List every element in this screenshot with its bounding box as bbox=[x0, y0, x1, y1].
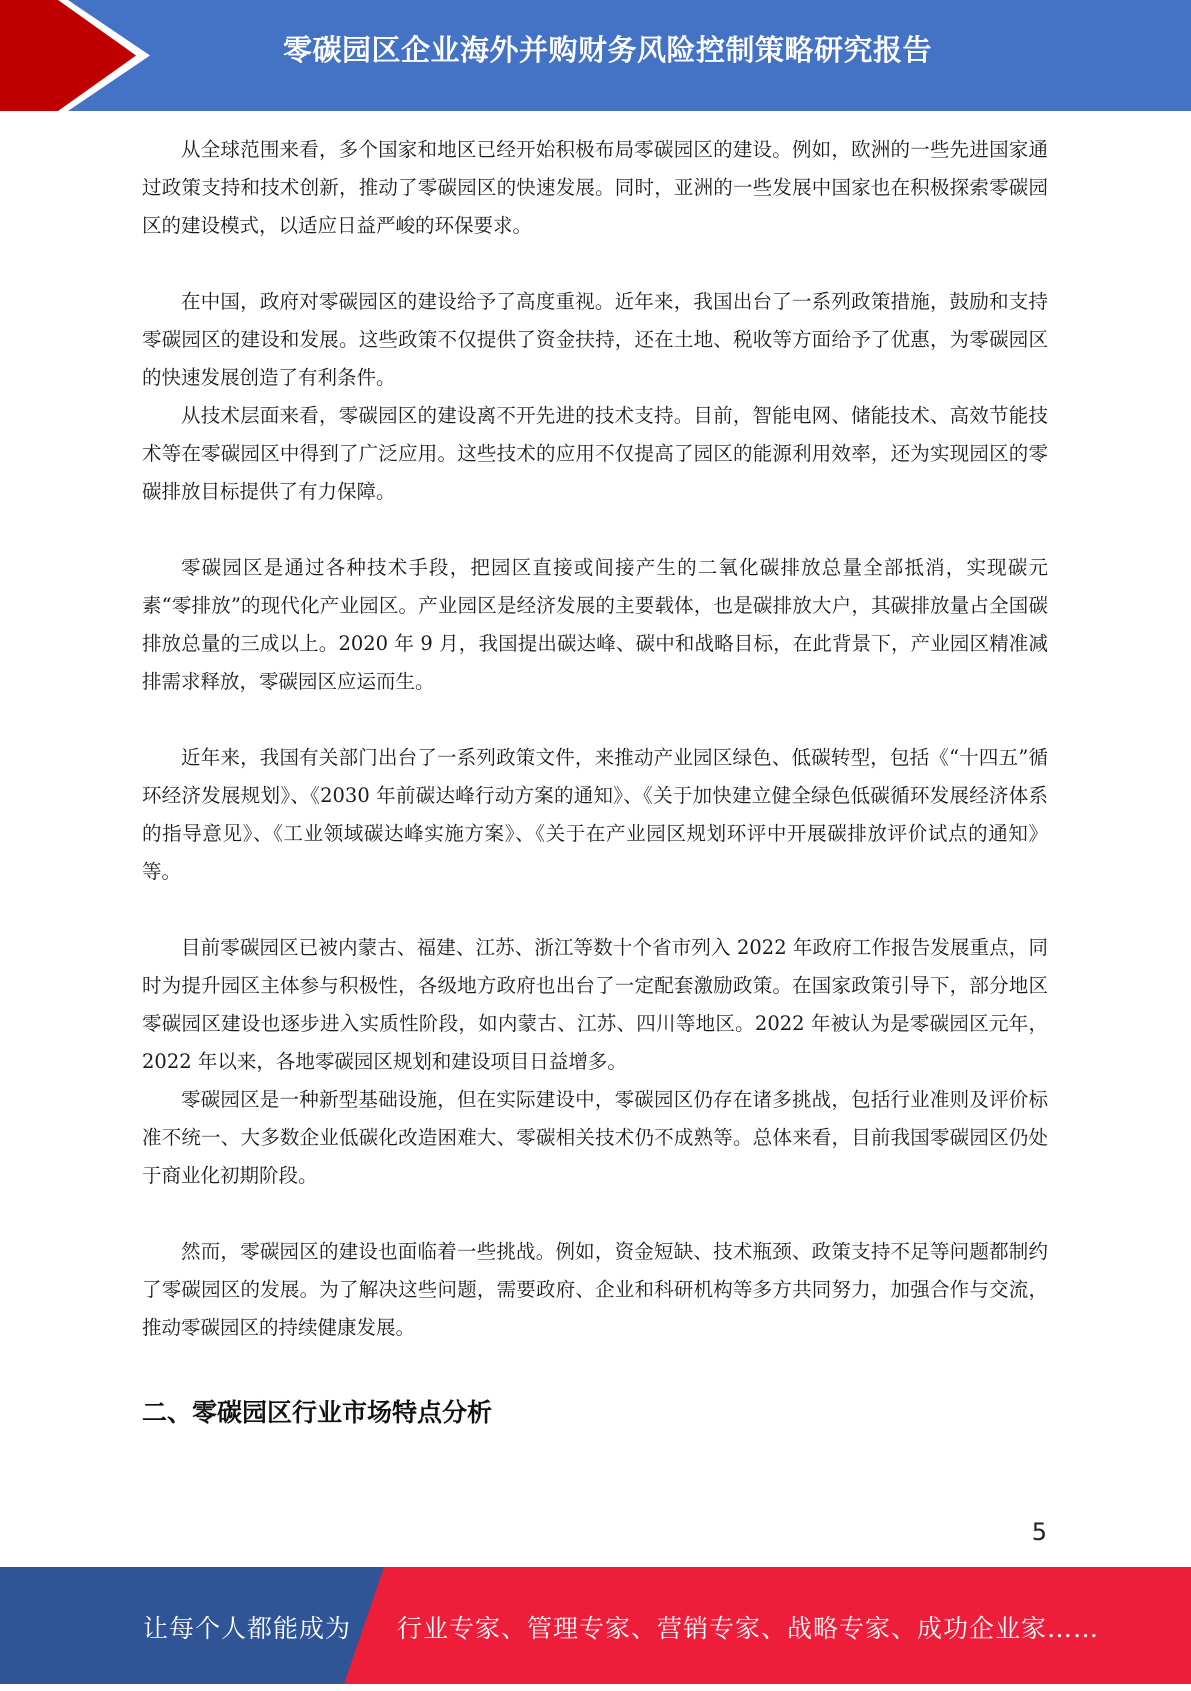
document-body bbox=[142, 131, 1048, 1433]
paragraph: 然而，零碳园区的建设也面临着一些挑战。例如，资金短缺、技术瓶颈、政策支持不足等问题都制约了零碳园区的发展。为了解决这些问题，需要政府、企业和科研机构等多方共同努力，加强合作与交流，推动零碳园区的持续健康发展。 bbox=[142, 1240, 1048, 1339]
paragraph: 从技术层面来看，零碳园区的建设离不开先进的技术支持。目前，智能电网、储能技术、高效节能技术等在零碳园区中得到了广泛应用。这些技术的应用不仅提高了园区的能源利用效率，还为实现园区的零碳排放目标提供了有力保障。 bbox=[142, 404, 1048, 503]
paragraph: 零碳园区是通过各种技术手段，把园区直接或间接产生的二氧化碳排放总量全部抵消，实现碳元素“零排放”的现代化产业园区。产业园区是经济发展的主要载体，也是碳排放大户，其碳排放量占全国碳排放总量的三成以上。2020 年 9 月，我国提出碳达峰、碳中和战略目标，在此背景下，产业园区精准减排需求释放，零碳园区应运而生。 bbox=[142, 556, 1048, 693]
footer-slogan-left: 让每个人都能成为 bbox=[143, 1614, 352, 1643]
paragraph: 在中国，政府对零碳园区的建设给予了高度重视。近年来，我国出台了一系列政策措施，鼓励和支持零碳园区的建设和发展。这些政策不仅提供了资金扶持，还在土地、税收等方面给予了优惠，为零碳园区的快速发展创造了有利条件。 bbox=[142, 290, 1048, 389]
page-footer bbox=[0, 1567, 1191, 1684]
page-number: 5 bbox=[1031, 1518, 1047, 1546]
paragraph: 近年来，我国有关部门出台了一系列政策文件，来推动产业园区绿色、低碳转型，包括《“十四五”循环经济发展规划》、《2030 年前碳达峰行动方案的通知》、《关于加快建立健全绿色低碳循环发展经济体系的指导意见》、《工业领域碳达峰实施方案》、《关于在产业园区规划环评中开展碳排放评价试点的通知》等。 bbox=[142, 746, 1048, 883]
paragraph: 从全球范围来看，多个国家和地区已经开始积极布局零碳园区的建设。例如，欧洲的一些先进国家通过政策支持和技术创新，推动了零碳园区的快速发展。同时，亚洲的一些发展中国家也在积极探索零碳园区的建设模式，以适应日益严峻的环保要求。 bbox=[142, 138, 1048, 237]
document-title: 零碳园区企业海外并购财务风险控制策略研究报告 bbox=[282, 33, 932, 67]
section-heading: 二、零碳园区行业市场特点分析 bbox=[142, 1398, 493, 1427]
paragraph: 目前零碳园区已被内蒙古、福建、江苏、浙江等数十个省市列入 2022 年政府工作报告发展重点，同时为提升园区主体参与积极性，各级地方政府也出台了一定配套激励政策。在国家政策引导下，部分地区零碳园区建设也逐步进入实质性阶段，如内蒙古、江苏、四川等地区。2022 年被认为是零碳园区元年，2022 年以来，各地零碳园区规划和建设项目日益增多。 bbox=[142, 936, 1048, 1073]
page-header bbox=[0, 0, 1191, 111]
paragraph: 零碳园区是一种新型基础设施，但在实际建设中，零碳园区仍存在诸多挑战，包括行业准则及评价标准不统一、大多数企业低碳化改造困难大、零碳相关技术仍不成熟等。总体来看，目前我国零碳园区仍处于商业化初期阶段。 bbox=[142, 1088, 1048, 1187]
footer-slogan-right: 行业专家、管理专家、营销专家、战略专家、成功企业家…… bbox=[397, 1614, 1100, 1643]
